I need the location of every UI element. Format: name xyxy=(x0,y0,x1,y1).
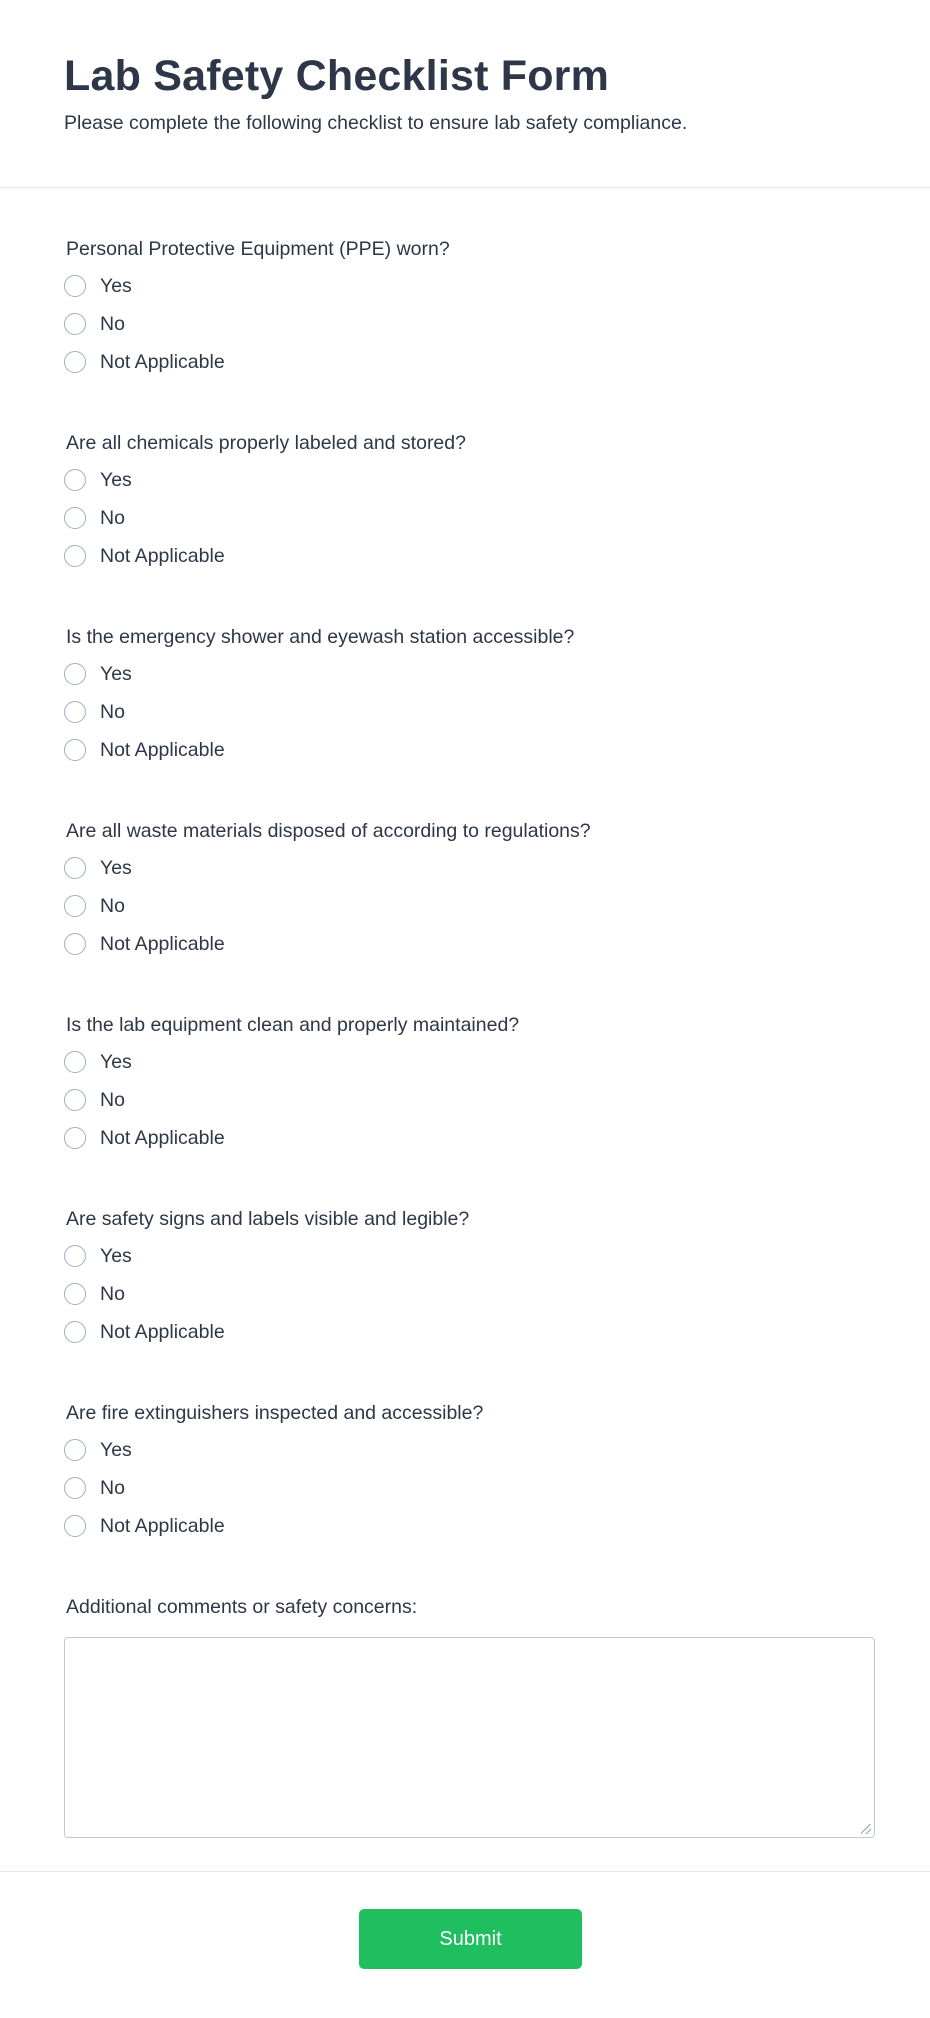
page-subtitle: Please complete the following checklist to ensure lab safety compliance. xyxy=(64,112,688,134)
option-label: No xyxy=(100,1477,125,1499)
question-label: Is the emergency shower and eyewash station accessible? xyxy=(66,626,575,648)
option-label: Yes xyxy=(100,1051,132,1073)
option-no[interactable] xyxy=(64,1281,125,1307)
option-label: Not Applicable xyxy=(100,1515,225,1537)
option-not-applicable[interactable] xyxy=(64,1513,225,1539)
option-yes[interactable] xyxy=(64,1049,132,1075)
option-label: Not Applicable xyxy=(100,1127,225,1149)
option-label: Yes xyxy=(100,857,132,879)
radio-button[interactable] xyxy=(64,469,86,491)
option-yes[interactable] xyxy=(64,1243,132,1269)
option-label: Yes xyxy=(100,1245,132,1267)
question-fire-extinguishers xyxy=(64,1401,866,1595)
option-no[interactable] xyxy=(64,505,125,531)
option-label: Yes xyxy=(100,275,132,297)
radio-button[interactable] xyxy=(64,1283,86,1305)
radio-button[interactable] xyxy=(64,663,86,685)
comments-label: Additional comments or safety concerns: xyxy=(66,1596,418,1618)
option-not-applicable[interactable] xyxy=(64,737,225,763)
option-label: Yes xyxy=(100,469,132,491)
radio-button[interactable] xyxy=(64,1127,86,1149)
question-label: Are all chemicals properly labeled and stored? xyxy=(66,432,466,454)
comments-textarea[interactable] xyxy=(65,1638,874,1837)
question-label: Are fire extinguishers inspected and accessible? xyxy=(66,1402,484,1424)
option-yes[interactable] xyxy=(64,855,132,881)
option-label: Not Applicable xyxy=(100,933,225,955)
form-header xyxy=(0,0,930,188)
radio-button[interactable] xyxy=(64,507,86,529)
question-label: Are safety signs and labels visible and legible? xyxy=(66,1208,470,1230)
option-not-applicable[interactable] xyxy=(64,1125,225,1151)
radio-button[interactable] xyxy=(64,1051,86,1073)
option-label: Yes xyxy=(100,1439,132,1461)
question-safety-signs xyxy=(64,1207,866,1401)
option-not-applicable[interactable] xyxy=(64,931,225,957)
radio-button[interactable] xyxy=(64,1439,86,1461)
radio-button[interactable] xyxy=(64,1245,86,1267)
option-label: No xyxy=(100,701,125,723)
radio-button[interactable] xyxy=(64,895,86,917)
question-label: Are all waste materials disposed of according to regulations? xyxy=(66,820,591,842)
form-footer xyxy=(0,1871,930,2018)
comments-field-wrapper xyxy=(64,1637,875,1838)
radio-button[interactable] xyxy=(64,545,86,567)
option-label: Not Applicable xyxy=(100,1321,225,1343)
option-not-applicable[interactable] xyxy=(64,543,225,569)
question-chemicals xyxy=(64,431,866,625)
option-no[interactable] xyxy=(64,699,125,725)
question-label: Personal Protective Equipment (PPE) worn? xyxy=(66,238,450,260)
radio-button[interactable] xyxy=(64,275,86,297)
option-yes[interactable] xyxy=(64,273,132,299)
option-label: No xyxy=(100,895,125,917)
option-label: Not Applicable xyxy=(100,739,225,761)
option-no[interactable] xyxy=(64,1087,125,1113)
resize-handle-icon[interactable] xyxy=(861,1824,871,1834)
radio-button[interactable] xyxy=(64,857,86,879)
radio-button[interactable] xyxy=(64,933,86,955)
option-label: Not Applicable xyxy=(100,351,225,373)
option-no[interactable] xyxy=(64,893,125,919)
question-waste-disposal xyxy=(64,819,866,1013)
radio-button[interactable] xyxy=(64,1515,86,1537)
radio-button[interactable] xyxy=(64,1089,86,1111)
radio-button[interactable] xyxy=(64,1321,86,1343)
radio-button[interactable] xyxy=(64,739,86,761)
submit-button[interactable]: Submit xyxy=(359,1909,582,1969)
option-label: No xyxy=(100,1089,125,1111)
option-yes[interactable] xyxy=(64,467,132,493)
question-ppe xyxy=(64,237,866,431)
checklist-form xyxy=(0,237,930,1838)
question-equipment xyxy=(64,1013,866,1207)
question-label: Is the lab equipment clean and properly maintained? xyxy=(66,1014,520,1036)
option-no[interactable] xyxy=(64,311,125,337)
option-label: No xyxy=(100,313,125,335)
option-not-applicable[interactable] xyxy=(64,1319,225,1345)
radio-button[interactable] xyxy=(64,1477,86,1499)
option-label: Yes xyxy=(100,663,132,685)
comments-section xyxy=(64,1595,866,1838)
option-label: No xyxy=(100,1283,125,1305)
option-label: No xyxy=(100,507,125,529)
radio-button[interactable] xyxy=(64,701,86,723)
radio-button[interactable] xyxy=(64,351,86,373)
option-not-applicable[interactable] xyxy=(64,349,225,375)
option-yes[interactable] xyxy=(64,1437,132,1463)
option-yes[interactable] xyxy=(64,661,132,687)
option-no[interactable] xyxy=(64,1475,125,1501)
option-label: Not Applicable xyxy=(100,545,225,567)
page-title: Lab Safety Checklist Form xyxy=(64,52,610,100)
question-emergency-shower xyxy=(64,625,866,819)
radio-button[interactable] xyxy=(64,313,86,335)
